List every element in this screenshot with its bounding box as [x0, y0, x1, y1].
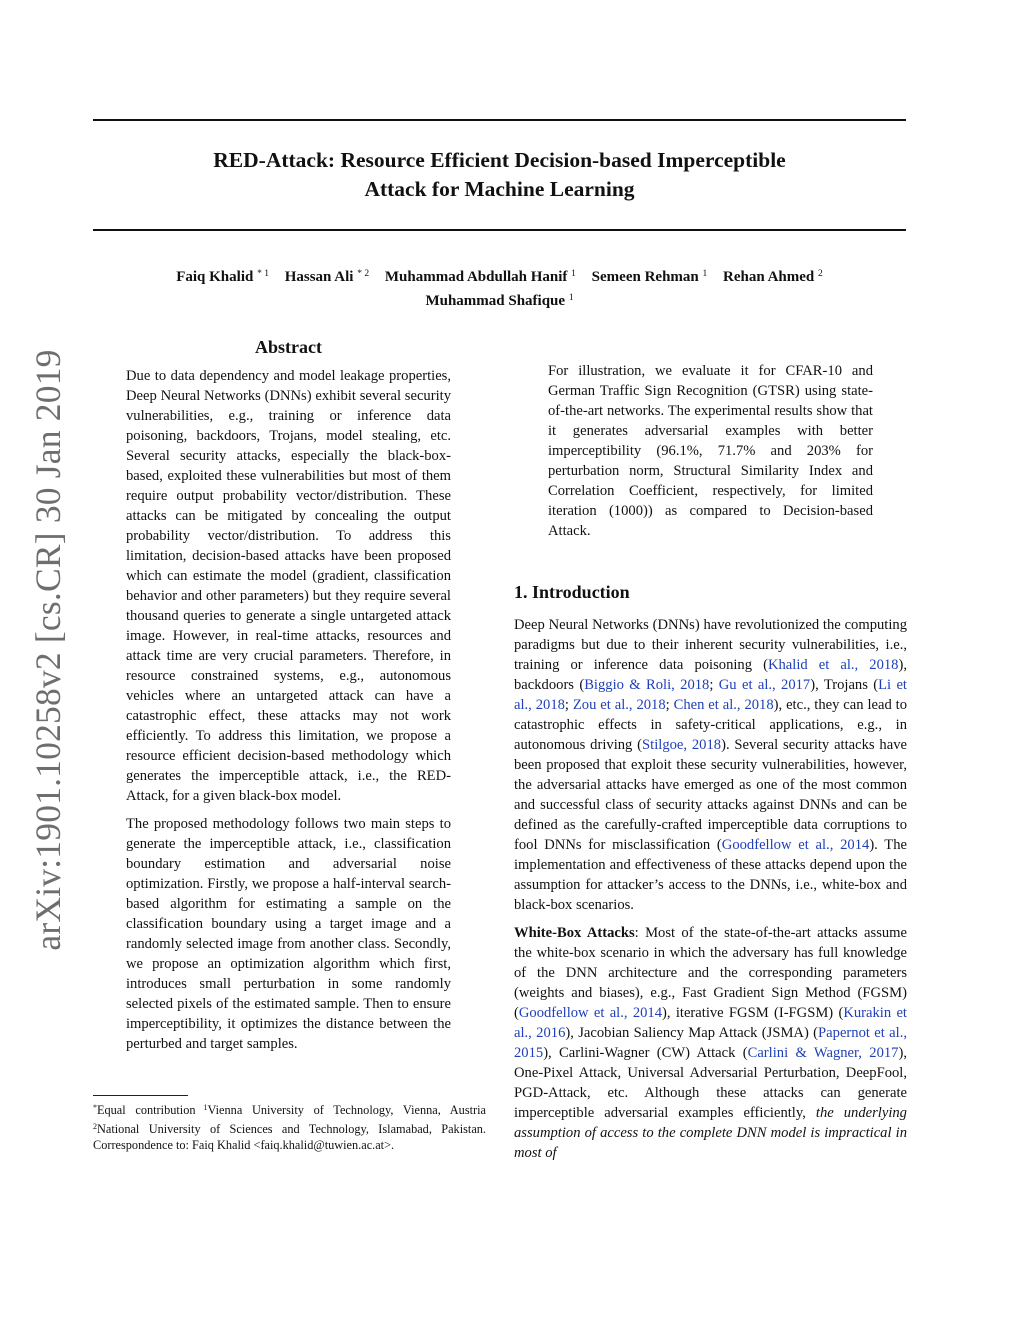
- intro-paragraph-1: Deep Neural Networks (DNNs) have revolutionized the computing paradigms but due to their inherent security vulnerabilities, i.e., training or inference data poisoning (Khalid et al., 2018), backdoors (Biggio & Roli, 2018; Gu et al., 2017), Trojans (Li et al., 2018; Zou et al., 2018; Chen et al., 2018), etc., they can lead to catastrophic effects in safety-critical applications, e.g., in autonomous driving (Stilgoe, 2018). Several security attacks have been proposed that exploit these security vulnerabilities, however, the adversarial attacks have emerged as one of the most common and successful class of security attacks against DNNs and can be defined as the carefully-crafted imperceptible data corruptions to fool DNNs for misclassification (Goodfellow et al., 2014). The implementation and effectiveness of these attacks depend upon the assumption for attacker’s access to the DNNs, i.e., white-box and black-box scenarios.: [514, 617, 907, 913]
- paper-title-line-1: RED-Attack: Resource Efficient Decision-based Imperceptible: [213, 148, 786, 172]
- paragraph-label-white-box: White-Box Attacks: [514, 925, 635, 941]
- citation-link[interactable]: Zou et al., 2018: [572, 697, 666, 713]
- intro-paragraph-2: White-Box Attacks: Most of the state-of-the-art attacks assume the white-box scenario in which the adversary has full knowledge of the DNN architecture and the corresponding parameters (weights and biases), e.g., Fast Gradient Sign Method (FGSM) (Goodfellow et al., 2014), iterative FGSM (I-FGSM) (Kurakin et al., 2016), Jacobian Saliency Map Attack (JSMA) (Papernot et al., 2015), Carlini-Wagner (CW) Attack (Carlini & Wagner, 2017), One-Pixel Attack, Universal Adversarial Perturbation, DeepFool, PGD-Attack, etc. Although these attacks can generate imperceptible adversarial examples efficiently, the underlying assumption of access to the complete DNN model is impractical in most of: [514, 925, 907, 1161]
- footnote: *Equal contribution $^1$Vienna University of Technology, Vienna, Austria $^2$National University of Sciences and Technology, Islamabad, Pakistan. Correspondence to: Faiq Khalid <faiq.khalid@tuwien.ac.at>.: [93, 1103, 486, 1152]
- citation-link[interactable]: Khalid et al., 2018: [767, 657, 899, 673]
- arxiv-identifier[interactable]: arXiv:1901.10258v2 [cs.CR] 30 Jan 2019: [28, 349, 68, 951]
- citation-link[interactable]: Stilgoe, 2018: [642, 737, 722, 753]
- citation-link[interactable]: Goodfellow et al., 2014: [518, 1005, 663, 1021]
- citation-link[interactable]: Li et al., 2018: [514, 677, 907, 713]
- section-heading-introduction: 1. Introduction: [514, 582, 630, 602]
- citation-link[interactable]: Carlini & Wagner, 2017: [747, 1045, 899, 1061]
- abstract-paragraph-1: Due to data dependency and model leakage properties, Deep Neural Networks (DNNs) exhibit several security vulnerabilities, e.g., training or inference data poisoning, backdoors, Trojans, model stealing, etc. Several security attacks, especially the black-box-based, exploited these vulnerabilities but most of them require output probability vector/distribution. These attacks can be mitigated by concealing the output probability vector/distribution. To address this limitation, decision-based attacks have been proposed which can estimate the model (gradient, classification behavior and other parameters) but they require several thousand queries to generate a single untargeted attack image. However, in real-time attacks, resources and attack time are very crucial parameters. Therefore, in resource constrained systems, e.g., autonomous vehicles where an untargeted attack can have a catastrophic effect, these attacks may not work efficiently. To address this limitation, we propose a resource efficient decision-based methodology which generates the imperceptible attack, i.e., the RED-Attack, for a given black-box model.: [126, 368, 451, 804]
- citation-link[interactable]: Kurakin et al., 2016: [514, 1005, 907, 1041]
- author: Semeen Rehman $^1$: [591, 269, 708, 285]
- author: Rehan Ahmed $^2$: [723, 269, 823, 285]
- author: Muhammad Abdullah Hanif $^1$: [384, 269, 576, 285]
- citation-link[interactable]: Goodfellow et al., 2014: [721, 837, 870, 853]
- author: Muhammad Shafique $^1$: [425, 293, 574, 309]
- title-rule-bottom: [93, 229, 906, 231]
- author-list: [93, 264, 906, 312]
- abstract-paragraph-3: For illustration, we evaluate it for CFAR-10 and German Traffic Sign Recognition (GTSR) using state-of-the-art networks. The experimental results show that it generates adversarial examples with better imperceptibility (96.1%, 71.7% and 203% for perturbation norm, Structural Similarity Index and Correlation Coefficient, respectively, for limited iteration (1000)) as compared to Decision-based Attack.: [548, 363, 873, 539]
- author: Hassan Ali $^{* 2}$: [284, 269, 370, 285]
- citation-link[interactable]: Papernot et al., 2015: [514, 1025, 907, 1061]
- paper-title-line-2: Attack for Machine Learning: [364, 177, 635, 201]
- title-rule-top: [93, 119, 906, 121]
- abstract-heading: Abstract: [255, 337, 322, 357]
- citation-link[interactable]: Gu et al., 2017: [718, 677, 811, 693]
- abstract-paragraph-2: The proposed methodology follows two main steps to generate the imperceptible attack, i.e., classification boundary estimation and adversarial noise optimization. Firstly, we propose a half-interval search-based algorithm for estimating a sample on the classification boundary using a target image and a randomly selected image from another class. Secondly, we propose an optimization algorithm which first, introduces small perturbation in some randomly selected pixels of the estimated sample. Then to ensure imperceptibility, it optimizes the distance between the perturbed and target samples.: [126, 816, 451, 1052]
- author: Faiq Khalid $^{* 1}$: [176, 269, 269, 285]
- citation-link[interactable]: Biggio & Roli, 2018: [584, 677, 710, 693]
- abstract-column: [126, 336, 451, 1062]
- citation-link[interactable]: Chen et al., 2018: [673, 697, 774, 713]
- author-line-2: [93, 288, 906, 312]
- right-column: [514, 333, 907, 1171]
- author-line-1: [93, 264, 906, 288]
- footnote-rule: [93, 1095, 188, 1096]
- paper-title: [93, 146, 906, 204]
